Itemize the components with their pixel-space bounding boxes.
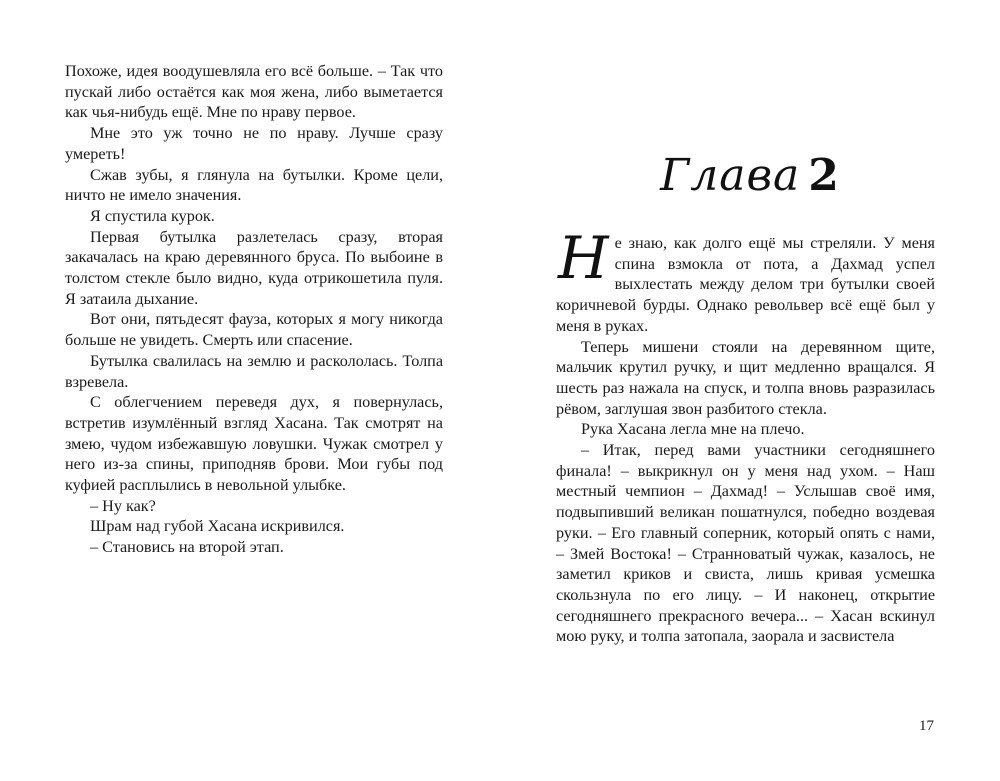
chapter-number: 2 <box>808 150 840 201</box>
opening-paragraph <box>556 224 935 337</box>
paragraph: Шрам над губой Хасана искривился. <box>90 517 345 536</box>
paragraph: Я спустила курок. <box>90 206 215 225</box>
page-number: 17 <box>919 718 934 734</box>
paragraph: Первая бутылка разлетелась сразу, вторая закачалась на краю деревянного бруса. По выбоине в толстом стекле было видно, куда отрикошетила пуля. Я затаила дыхание. <box>65 227 443 308</box>
left-page-text <box>65 61 443 558</box>
paragraph: Похоже, идея воодушевляла его всё больше. – Так что пускай либо остаётся как моя жена, либо выметается как чья-нибудь ещё. Мне по нраву первое. <box>65 62 443 122</box>
drop-cap: Н <box>558 224 609 292</box>
right-page-text <box>556 224 935 647</box>
paragraph: Сжав зубы, я глянула на бутылки. Кроме цели, ничто не имело значения. <box>65 165 443 205</box>
opening-paragraph-text: е знаю, как долго ещё мы стреляли. У меня спина взмокла от пота, а Дахмад успел выхлестать между делом три бутылки своей коричневой бурды. Однако револьвер всё ещё был у меня в руках. <box>556 234 935 335</box>
paragraph: – Ну как? <box>90 496 156 515</box>
chapter-word: Глава <box>660 150 801 201</box>
paragraph: Бутылка свалилась на землю и раскололась. Толпа взревела. <box>65 351 443 391</box>
paragraph: Вот они, пятьдесят фауза, которых я могу никогда больше не увидеть. Смерть или спасение. <box>65 310 443 350</box>
right-page <box>500 0 1000 781</box>
paragraph: – Становись на второй этап. <box>90 538 284 557</box>
paragraph: С облегчением переведя дух, я повернулась, встретив изумлённый взгляд Хасана. Так смотрят на змею, чудом избежавшую ловушки. Чужак смотрел у него из-за спины, приподняв брови. Мои губы под куфией расплылись в невольной улыбке. <box>65 393 443 495</box>
paragraph: Мне это уж точно не по нраву. Лучше сразу умереть! <box>65 124 443 163</box>
chapter-title <box>500 150 1000 201</box>
paragraph: Рука Хасана легла мне на плечо. <box>581 420 805 439</box>
paragraph: – Итак, перед вами участники сегодняшнего финала! – выкрикнул он у меня над ухом. – Наш местный чемпион – Дахмад! – Услышав своё имя, подвыпивший великан пошатнулся, победно воздевая руки. – Его главный соперник, который опять с нами, – Змей Востока! – Странноватый чужак, казалось, не заметил криков и свиста, лишь кривая усмешка скользнула по его лицу. – И наконец, открытие сегодняшнего прекрасного вечера... – Хасан вскинул мою руку, и толпа затопала, заорала и засвистела <box>556 441 935 646</box>
paragraph: Теперь мишени стояли на деревянном щите, мальчик крутил ручку, и щит медленно вращался. Я шесть раз нажала на спуск, и толпа вновь разразилась рёвом, заглушая звон разбитого стекла. <box>556 337 935 418</box>
